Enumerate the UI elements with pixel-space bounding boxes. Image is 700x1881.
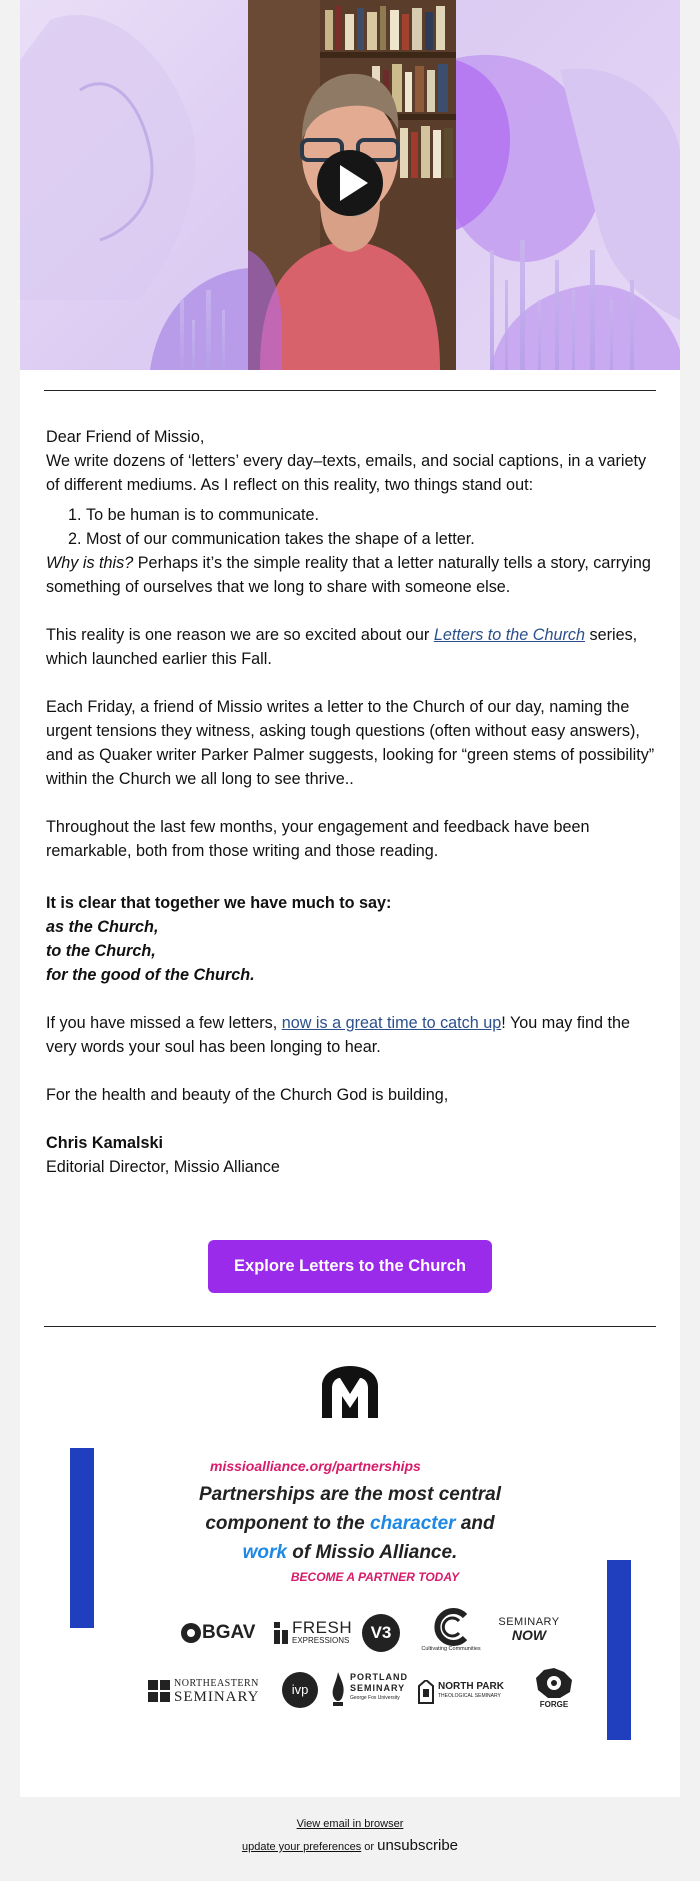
seminary-now-top: SEMINARY: [498, 1616, 560, 1628]
bold-statement: It is clear that together we have much to say:: [46, 894, 392, 912]
explore-letters-button[interactable]: Explore Letters to the Church: [208, 1240, 492, 1293]
paragraph-intro: We write dozens of ‘letters’ every day–texts, emails, and social captions, in a variety of different mediums. As I reflect on this reality, two things stand out:: [46, 452, 647, 494]
play-icon: [317, 150, 383, 216]
bgav-mark-icon: [180, 1622, 202, 1644]
fresh-text: FRESH: [292, 1618, 353, 1637]
cultivating-text: Cultivating Communities: [421, 1646, 481, 1652]
partnership-headline: [70, 1480, 630, 1567]
catch-up-text-before: If you have missed a few letters,: [46, 1014, 282, 1032]
list-item: 1. To be human is to communicate.: [86, 503, 658, 527]
reflection-list: [46, 503, 658, 551]
video-thumbnail-art: [20, 0, 680, 370]
expressions-text: EXPRESSIONS: [292, 1636, 350, 1645]
view-in-browser-link[interactable]: View email in browser: [296, 1818, 404, 1830]
accent-bar-right: [607, 1560, 631, 1740]
why-answer: Perhaps it’s the simple reality that a letter naturally tells a story, carrying something of ourselves that we long to share with someone else.: [46, 554, 651, 596]
partnership-url: missioalliance.org/partnerships: [210, 1458, 421, 1474]
forge-text: FORGE: [539, 1700, 569, 1709]
series-text-after: series, which launched earlier this Fall.: [46, 626, 638, 668]
partnership-banner[interactable]: [70, 1440, 630, 1745]
george-fox-text: George Fox University: [350, 1695, 400, 1701]
headline-line-2c: and: [455, 1513, 495, 1534]
v3-logo: V3: [362, 1614, 400, 1652]
fresh-expressions-logo: [274, 1618, 354, 1648]
bgav-text: BGAV: [202, 1622, 256, 1643]
northeastern-mark-icon: [148, 1680, 170, 1702]
missio-logo-icon: [320, 1364, 380, 1420]
letter-body: [46, 425, 658, 1179]
bottom-divider: [44, 1326, 656, 1327]
church-line: for the good of the Church.: [46, 966, 255, 984]
headline-work: work: [242, 1542, 287, 1563]
video-thumbnail[interactable]: [20, 0, 680, 370]
bgav-logo: [180, 1620, 256, 1646]
email-footer: [0, 1814, 700, 1858]
ivp-logo: ivp: [282, 1672, 318, 1708]
signature-name: Chris Kamalski: [46, 1134, 163, 1152]
closing-line: For the health and beauty of the Church God is building,: [46, 1086, 449, 1104]
flame-icon: [330, 1672, 346, 1708]
headline-line-1: Partnerships are the most central: [199, 1484, 501, 1505]
paragraph-why: [46, 551, 658, 599]
north-park-sub-text: THEOLOGICAL SEMINARY: [438, 1693, 501, 1699]
why-question: Why is this?: [46, 554, 134, 572]
headline-character: character: [370, 1513, 456, 1534]
seminary-now-bottom: NOW: [511, 1627, 547, 1643]
paragraph-catch-up: [46, 1011, 658, 1059]
cultivating-c-icon: [431, 1608, 471, 1646]
headline-line-3b: of Missio Alliance.: [287, 1542, 458, 1563]
greeting: Dear Friend of Missio,: [46, 428, 205, 446]
headline-line-2: [70, 1509, 630, 1538]
list-item: 2. Most of our communication takes the shape of a letter.: [86, 527, 658, 551]
forge-logo: [532, 1666, 576, 1712]
seminary-now-logo: [494, 1616, 564, 1650]
become-partner-text: BECOME A PARTNER TODAY: [290, 1570, 460, 1584]
fresh-mark-icon: [274, 1622, 292, 1644]
email-card: [20, 0, 680, 1797]
catch-up-link[interactable]: now is a great time to catch up: [281, 1014, 502, 1032]
paragraph-friday: Each Friday, a friend of Missio writes a letter to the Church of our day, naming the urgent tensions they witness, asking tough questions (often without easy answers), and as Quaker writer Parker Palmer suggests, looking for “green stems of possibility” within the Church we all long to see thrive..: [46, 698, 655, 788]
footer-or-text: or: [361, 1841, 378, 1853]
portland-seminary-logo: [330, 1670, 410, 1710]
church-line: to the Church,: [46, 942, 156, 960]
paragraph-series: [46, 623, 658, 671]
series-text-before: This reality is one reason we are so excited about our: [46, 626, 434, 644]
north-park-mark-icon: [418, 1680, 434, 1704]
northeastern-seminary-logo: [148, 1676, 268, 1706]
north-park-logo: [418, 1678, 518, 1706]
paragraph-engagement: Throughout the last few months, your engagement and feedback have been remarkable, both from those writing and those reading.: [46, 818, 590, 860]
church-line: as the Church,: [46, 918, 159, 936]
forge-mark-icon: [534, 1666, 574, 1700]
top-divider: [44, 390, 656, 391]
seminary-text: SEMINARY: [174, 1689, 260, 1705]
north-park-text: NORTH PARK: [438, 1681, 504, 1692]
signature-title: Editorial Director, Missio Alliance: [46, 1158, 280, 1176]
portland-text: PORTLAND: [350, 1672, 408, 1682]
update-preferences-link[interactable]: update your preferences: [241, 1841, 362, 1853]
headline-line-3: [70, 1538, 630, 1567]
letters-series-link[interactable]: [434, 626, 585, 644]
northeastern-text: NORTHEASTERN: [174, 1678, 259, 1689]
catch-up-text-after: ! You may find the very words your soul has been longing to hear.: [46, 1014, 630, 1056]
portland-seminary-text: SEMINARY: [350, 1683, 406, 1693]
headline-line-2a: component to the: [205, 1513, 371, 1534]
letters-series-link-text: Letters to the Church: [433, 626, 585, 644]
unsubscribe-link[interactable]: unsubscribe: [377, 1837, 459, 1854]
cultivating-communities-logo: [416, 1608, 486, 1656]
